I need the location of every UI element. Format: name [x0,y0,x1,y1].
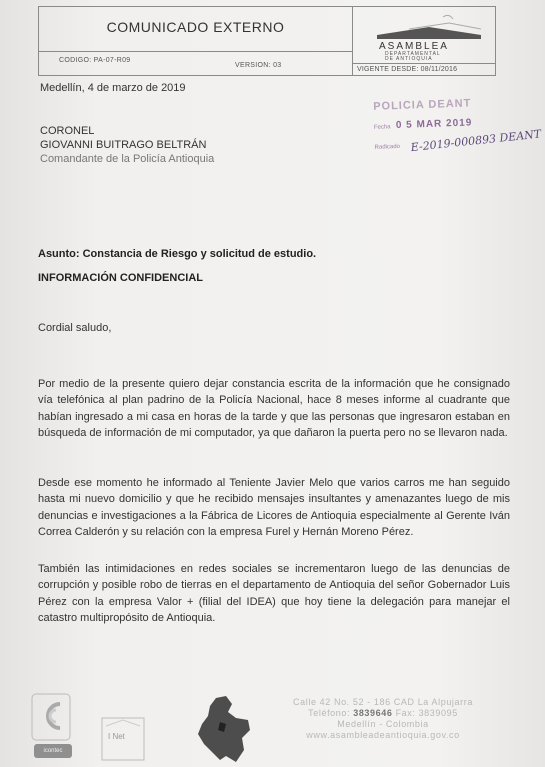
footer-address: Calle 42 No. 52 - 186 CAD La Alpujarra [293,697,473,707]
icontec-logo [30,692,72,762]
document-header [38,6,496,76]
asamblea-logo-sub1: DEPARTAMENTAL [385,51,441,57]
footer-contact [268,697,498,741]
reception-stamp [369,95,541,161]
recipient-rank: CORONEL [40,125,95,137]
header-version: VERSION: 03 [235,62,282,69]
footer-phone: 3839646 [353,708,393,718]
letter-date: Medellín, 4 de marzo de 2019 [40,82,186,94]
greeting: Cordial saludo, [38,322,112,334]
footer-city: Medellín - Colombia [337,719,429,729]
letter-subject: Asunto: Constancia de Riesgo y solicitud de estudio. [38,248,317,260]
asamblea-logo-sub2: DE ANTIOQUIA [385,56,433,62]
icontec-label: icontec [34,744,72,758]
header-vigente: VIGENTE DESDE: 08/11/2016 [357,66,458,73]
footer-web[interactable]: www.asambleadeantioquia.gov.co [306,730,460,740]
footer-fax: Fax: 3839095 [395,708,458,718]
certification-emblem-icon [30,692,72,742]
colombia-map-icon [192,694,254,766]
stamp-org: POLICIA DEANT [373,97,472,113]
recipient-name: GIOVANNI BUITRAGO BELTRÁN [40,139,207,151]
stamp-date: 0 5 MAR 2019 [395,117,473,132]
inet-label: I Net [108,732,125,741]
paragraph-2: Desde ese momento he informado al Teniente Javier Melo que varios carros me han seguido hasta mi nuevo domicilio y que he recibido mensajes insultantes y amenazantes luego de mis denuncias e investigaciones a la Fábrica de Licores de Antioquia especialmente al Gerente Iván Correa Calderón y su relación con la empresa Furel y Hernán Moreno Pérez. [38,477,510,539]
footer-phone-label: Teléfono: [308,708,351,718]
asamblea-logo [369,13,489,61]
asamblea-logo-name: ASAMBLEA [379,41,449,52]
header-title: COMUNICADO EXTERNO [106,19,285,35]
inet-logo [100,716,146,762]
stamp-radicado-label: Radicado [374,143,401,151]
stamp-date-label: Fecha [373,124,391,131]
header-code: CODIGO: PA-07-R09 [59,57,131,64]
confidential-label: INFORMACIÓN CONFIDENCIAL [38,272,203,284]
paragraph-3: También las intimidaciones en redes sociales se incrementaron luego de las denuncias de corrupción y posible robo de tierras en el departamento de Antioquia del señor Gobernador Luis Pérez con la empresa Valor + (filial del IDEA) que hoy tiene la delegación para manejar el catastro multipropósito de Antioquia. [38,563,510,625]
stamp-radicado: E-2019-000893 DEANT [410,127,542,155]
recipient-block [40,124,214,166]
paragraph-1: Por medio de la presente quiero dejar constancia escrita de la información que he consignado vía telefónica al plan padrino de la Policía Nacional, hace 8 meses informe al cuadrante que habían ingresado a mi casa en horas de la tarde y que las personas que ingresaron estaban en búsqueda de información de mi computador, ya que dañaron la puerta pero no se llevaron nada. [38,378,510,440]
asamblea-emblem-icon [369,13,489,43]
recipient-role: Comandante de la Policía Antioquia [40,153,215,165]
